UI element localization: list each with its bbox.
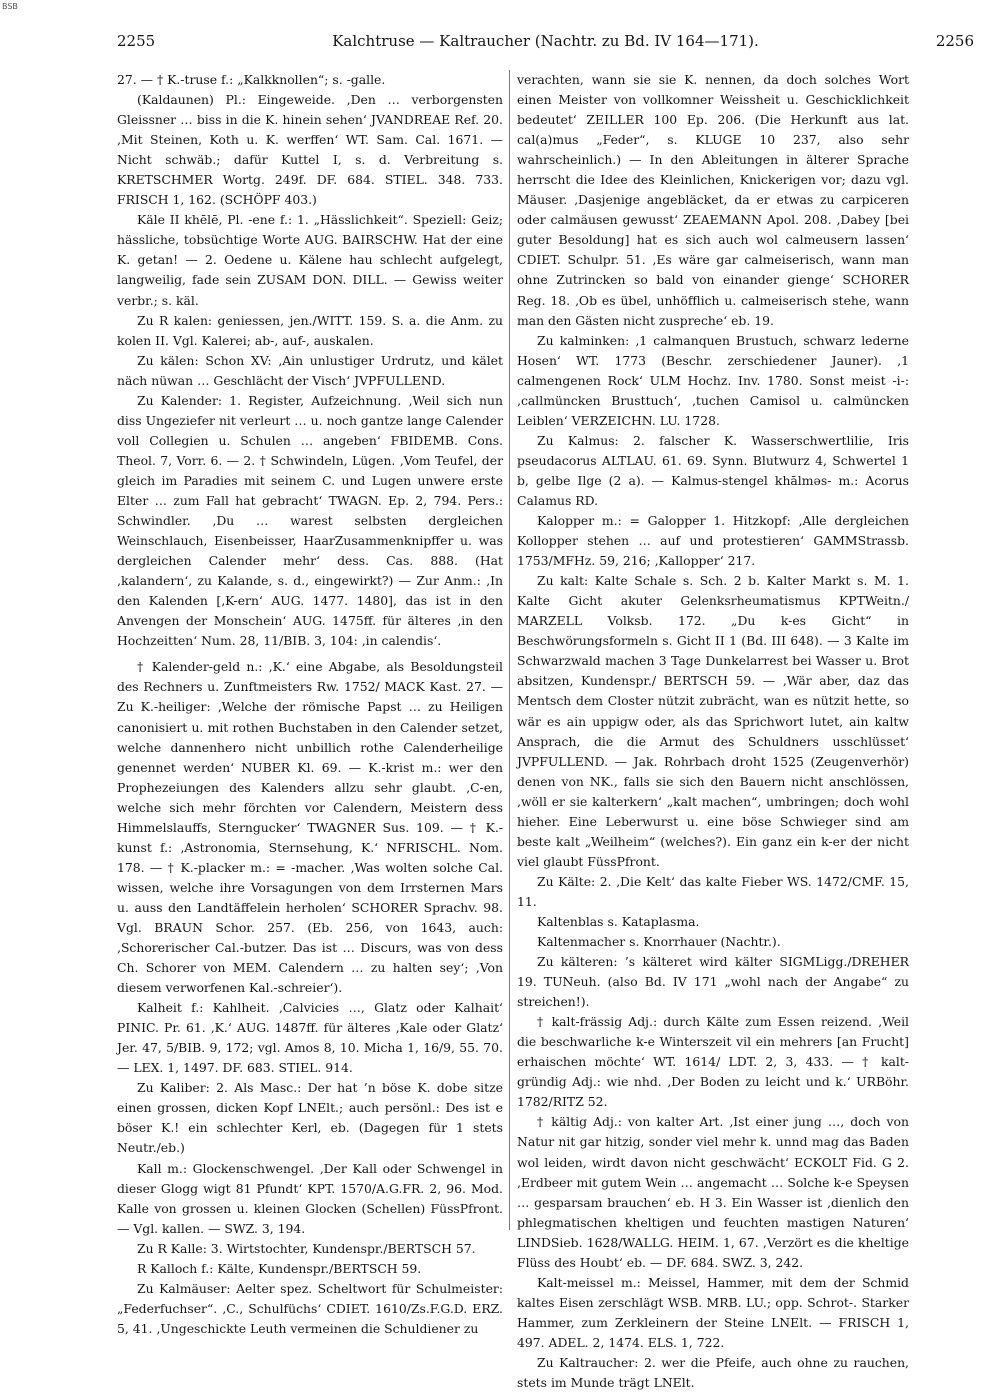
page-number-right: 2256 bbox=[935, 32, 974, 50]
library-stamp: BSB bbox=[2, 2, 18, 11]
entry-kaltenmacher: Kaltenmacher s. Knorrhauer (Nachtr.). bbox=[537, 934, 781, 950]
entry-kalt-fraessig: † kalt-frässig Adj.: durch Kälte zum Essen reizend. ‚Weil die beschwarliche k-e Winterszeit vil ein mehrers [an Frucht] erhaischen möchte‘ WT. 1614/ LDT. 2, 3, 433. — † kalt-gründig Adj.: wie nhd. ‚Der Boden zu leicht und k.‘ URBöhr. 1782/RITZ 52. bbox=[517, 1014, 909, 1110]
entry-kalen: Zu R kalen: geniessen, jen./WITT. 159. S. a. die Anm. zu kolen II. Vgl. Kalerei; ab-, auf-, auskalen. bbox=[117, 312, 503, 348]
entry-kaelte: Zu Kälte: 2. ‚Die Kelt‘ das kalte Fieber WS. 1472/CMF. 15, 11. bbox=[517, 873, 909, 909]
entry-kaele: Käle II khēlē, Pl. -ene f.: 1. „Hässlichkeit“. Speziell: Geiz; hässliche, tobsüchtige Worte AUG. BAIRSCHW. Hat der eine K. getan! — 2. Oedene u. Kälene hau schlecht aufgelegt, langweilig, fade sein ZUSAM DON. DILL. — Gewiss weiter verbr.; s. käl. bbox=[117, 212, 503, 308]
entry-kalloch: R Kalloch f.: Kälte, Kundenspr./BERTSCH 59. bbox=[137, 1260, 422, 1276]
column-divider bbox=[509, 70, 510, 1230]
entry-kalender-geld: † Kalender-geld n.: ‚K.‘ eine Abgabe, als Besoldungsteil des Rechners u. Zunftmeisters Rw. 1752/ MACK Kast. 27. — Zu K.-heiliger: ‚Welche der römische Papst … zu Heiligen canonisiert u. mit rothen Buchstaben in den Calender setzet, welche dannenhero nicht unbillich rothe Calenderheilige genennet werden‘ NUBER Kl. 69. — K.-krist m.: wer den Prophezeiungen des Kalenders allzu sehr glaubt. ‚C-en, welche sich mehr förchten vor Calendern, Meistern dess Himmelslauffs, Sterngucker‘ TWAGNER Sus. 109. — † K.-kunst f.: ‚Astronomia, Sternsehung, K.‘ NFRISCHL. Nom. 178. — † K.-placker m.: = -macher. ‚Was wolten solche Cal. wissen, welche ihre Vorsagungen von dem Irrsternen Mars u. auss den Landtäffelein herholen‘ SCHORER Sprachv. 98. Vgl. BRAUN Schor. 257. (Eb. 256, von 1643, auch: ‚Schorerischer Cal.-butzer. Das ist … Discurs, was von dess Ch. Schorer von MEM. Calendern … zu halten sey‘; ‚Von diesem verworfenen Kal.-schreier‘). bbox=[117, 659, 503, 996]
entry-kaldaunen: (Kaldaunen) Pl.: Eingeweide. ‚Den … verborgensten Gleissner … biss in die K. hinein sehen‘ JVANDREAE Ref. 20. ‚Mit Steinen, Koth u. K. werffen‘ WT. Sam. Cal. 1671. — Nicht schwäb.; dafür Kuttel I, s. d. Verbreitung s. KRETSCHMER Wortg. 249f. DF. 684. STIEL. 348. 733. FRISCH 1, 162. (SCHÖPF 403.) bbox=[117, 92, 503, 208]
entry-kalchtruse: 27. — † K.-truse f.: „Kalkknollen“; s. -galle. bbox=[117, 72, 386, 87]
entry-kalt: Zu kalt: Kalte Schale s. Sch. 2 b. Kalter Markt s. M. 1. Kalte Gicht akuter Gelenksrheumatismus KPTWeitn./ MARZELL Volksb. 172. „Du k-es Gicht“ in Beschwörungsformeln s. Gicht II 1 (Bd. III 648). — 3 Kalte im Schwarzwald machen 3 Tage Dunkelarrest bei Wasser u. Brot absitzen, Kundenspr./ BERTSCH 59. — ‚Wär aber, daz das Mentsch dem Closter nützit zubrächt, wan es nützit hette, so wär es ain uppigw oder, als das Sprichwort lutet, ain kaltw Ansprach, die die Armut des Schuldners usschlüsset‘ JVPFULLEND. — Jak. Rohrbach droht 1525 (Zeugenverhör) denen von NK., falls sie sich den Bauern nicht anschlössen, ‚wöll er sie kalterkern‘ „kalt machen“, umbringen; doch wohl hieher. Eine Leberwurst u. eine böse Schwieger sind am beste kalt „Weilheim“ (welches?). Ein ganz ein k-er der nicht viel glaubt FüssPfront. bbox=[517, 573, 909, 869]
entry-kalmaeuser: Zu Kalmäuser: Aelter spez. Scheltwort für Schulmeister: „Federfuchser“. ‚C., Schulfüchs‘ CDIET. 1610/Zs.F.G.D. ERZ. 5, 41. ‚Ungeschickte Leuth vermeinen die Schuldiener zu bbox=[117, 1280, 503, 1336]
entry-kalminken: Zu kalminken: ‚1 calmanquen Brustuch, schwarz lederne Hosen‘ WT. 1773 (Beschr. zerschiedener Jauner). ‚1 calmengenen Rock‘ ULM Hochz. Inv. 1780. Sonst meist -i-: ‚callmüncken Brusttuch‘, ‚tuchen Camisol u. calmüncken Leiblen‘ VERZEICHN. LU. 1728. bbox=[517, 332, 909, 428]
page-header bbox=[117, 32, 974, 56]
page-number-left: 2255 bbox=[117, 32, 156, 50]
entry-kall: Kall m.: Glockenschwengel. ‚Der Kall oder Schwengel in dieser Glogg wigt 81 Pfundt‘ KPT. 1570/A.G.FR. 2, 96. Mod. Kalle von grossen u. kleinen Glocken (Schellen) FüssPfront. — Vgl. kallen. — SWZ. 3, 194. bbox=[117, 1160, 503, 1236]
right-column bbox=[517, 70, 909, 1391]
entry-kalle: Zu R Kalle: 3. Wirtstochter, Kundenspr./BERTSCH 57. bbox=[137, 1240, 476, 1256]
entry-kaelteren: Zu kälteren: ’s kälteret wird kälter SIGMLigg./DREHER 19. TUNeuh. (also Bd. IV 171 „wohl nach der Angabe“ zu streichen!). bbox=[517, 954, 909, 1010]
running-title: Kalchtruse — Kaltraucher (Nachtr. zu Bd. IV 164—171). bbox=[332, 32, 759, 50]
entry-kalopper: Kalopper m.: = Galopper 1. Hitzkopf: ‚Alle dergleichen Kollopper stehen … auf und protestieren‘ GAMMStrassb. 1753/MFHz. 59, 216; ‚Kallopper‘ 217. bbox=[517, 513, 909, 569]
left-column bbox=[117, 70, 503, 1336]
entry-kaltraucher: Zu Kaltraucher: 2. wer die Pfeife, auch ohne zu rauchen, stets im Munde trägt LNElt. bbox=[517, 1355, 909, 1391]
entry-kalmaeuser-continued: verachten, wann sie sie K. nennen, da doch solches Wort einen Meister von vollkomner Weissheit u. Geschicklichkeit bedeutet‘ ZEILLER 100 Ep. 206. (Die Herkunft aus lat. cal(a)mus „Feder“, s. KLUGE 10 237, also sehr wahrscheinlich.) — In den Ableitungen in älterer Sprache herrscht die Idee des Kleinlichen, Knickerigen vor; dazu vgl. Mäuser. ‚Dasjenige angebläcket, da er etwas zu carpiceren oder calmäusen gewusst‘ ZEAEMANN Apol. 208. ‚Dabey [bei guter Besoldung] hat es sich auch wol calmeusern lassen‘ CDIET. Schulpr. 51. ‚Es wäre gar calmeiserisch, wann man ohne Zutrincken so bald von einander gienge‘ SCHORER Reg. 18. ‚Ob es übel, unhöfflich u. calmeiserisch stehe, wann man den Gästen nicht zuspreche‘ eb. 19. bbox=[517, 72, 909, 328]
entry-kaltenblas: Kaltenblas s. Kataplasma. bbox=[537, 913, 700, 929]
entry-kaelen: Zu kälen: Schon XV: ‚Ain unlustiger Urdrutz, und kälet näch nüwan … Geschlächt der Visch‘ JVPFULLEND. bbox=[117, 352, 503, 388]
entry-kalmus: Zu Kalmus: 2. falscher K. Wasserschwertlilie, Iris pseudacorus ALTLAU. 61. 69. Synn. Blutwurz 4, Schwertel 1 b, gelbe Ilge (2 a). — Kalmus-stengel khālməs- m.: Acorus Calamus RD. bbox=[517, 432, 909, 508]
entry-kaliber: Zu Kaliber: 2. Als Masc.: Der hat ’n böse K. dobe sitze einen grossen, dicken Kopf LNElt.; auch persönl.: Des ist e böser K.! ein schlechter Kerl, eb. (Dagegen für 1 stets Neutr./eb.) bbox=[117, 1080, 503, 1156]
entry-kalt-meissel: Kalt-meissel m.: Meissel, Hammer, mit dem der Schmid kaltes Eisen zerschlägt WSB. MRB. LU.; opp. Schrot-. Starker Hammer, zum Zerkleinern der Steine LNElt. — FRISCH 1, 497. ADEL. 2, 1474. ELS. 1, 722. bbox=[517, 1274, 909, 1350]
entry-kalheit: Kalheit f.: Kahlheit. ‚Calvicies …, Glatz oder Kalhait‘ PINIC. Pr. 61. ‚K.‘ AUG. 1487ff. für älteres ‚Kale oder Glatz‘ Jer. 47, 5/BIB. 9, 172; vgl. Amos 8, 10. Micha 1, 16/9, 55. 70. — LEX. 1, 1497. DF. 683. STIEL. 914. bbox=[117, 1000, 503, 1076]
entry-kalender: Zu Kalender: 1. Register, Aufzeichnung. ‚Weil sich nun diss Ungeziefer nit verleurt … u. noch gantze lange Calender voll Collegien u. Schulen … angeben‘ FBIDEMB. Cons. Theol. 7, Vorr. 6. — 2. † Schwindeln, Lügen. ‚Vom Teufel, der gleich im Paradies mit seinem C. und Lugen unwere erste Elter … zum Fall hat gebracht‘ TWAGN. Ep. 2, 794. Pers.: Schwindler. ‚Du … warest selbsten dergleichen Weinschlauch, Eisenbeisser, HaarZusammenknipffer u. was dergleichen Calender mehr‘ dess. Cas. 888. (Hat ‚kalandern‘, zu Kalande, s. d., eingewirkt?) — Zur Anm.: ‚In den Kalenden [‚K-ern‘ AUG. 1477. 1480], das ist in den Anvengen der Monschein‘ AUG. 1475ff. für älteres ‚in den Hochzeitten‘ Num. 28, 11/BIB. 3, 104: ‚in calendis‘. bbox=[117, 392, 503, 649]
entry-kaeltig: † kältig Adj.: von kalter Art. ‚Ist einer jung …, doch von Natur nit gar hitzig, sonder viel mehr k. unnd mag das Baden wol leiden, wirdt davon nicht geschwächt‘ ECKOLT Fid. G 2. ‚Erdbeer mit gutem Wein … angemacht … Solche k-e Speysen … gesparsam brauchen‘ eb. H 3. Ein Wasser ist ‚dienlich den phlegmatischen kheltigen und feuchten mastigen Naturen‘ LINDSieb. 1628/WALLG. HEIM. 1, 67. ‚Verzört es die kheltige Flüss des Houbt‘ eb. — DF. 684. SWZ. 3, 242. bbox=[517, 1114, 909, 1270]
